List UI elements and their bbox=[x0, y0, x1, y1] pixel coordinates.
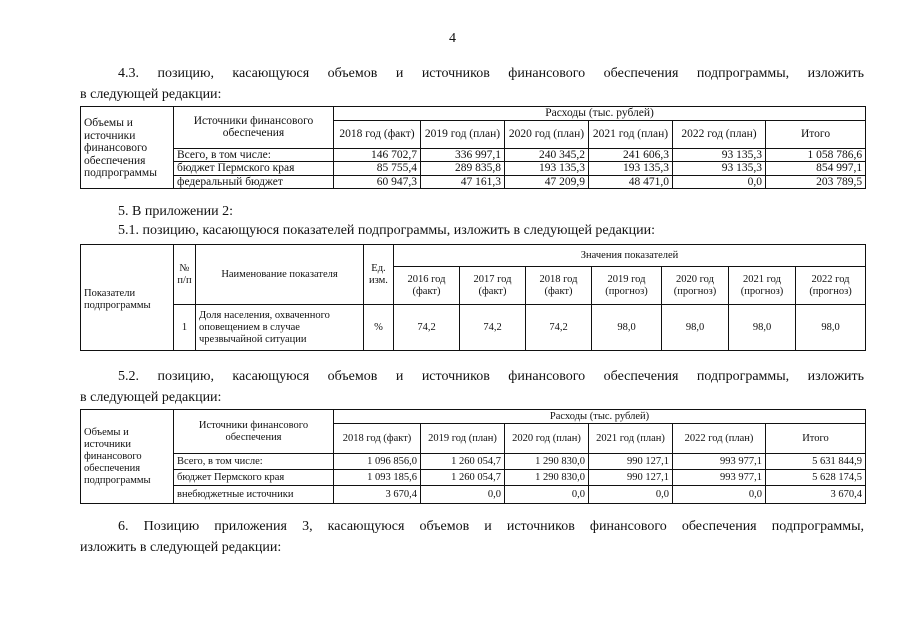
paragraph-4-3-line2: в следующей редакции: bbox=[80, 87, 222, 102]
table-cell: 241 606,3 bbox=[589, 148, 673, 162]
table-cell: 5 628 174,5 bbox=[766, 470, 866, 486]
table-cell: 1 290 830,0 bbox=[505, 470, 589, 486]
indicator-name-header: Наименование показателя bbox=[196, 245, 364, 305]
table-cell: 146 702,7 bbox=[334, 148, 421, 162]
table-cell: 1 260 054,7 bbox=[421, 470, 505, 486]
table-cell: 0,0 bbox=[589, 486, 673, 504]
year-header: 2022 год (прогноз) bbox=[796, 267, 866, 305]
table-cell: 240 345,2 bbox=[505, 148, 589, 162]
indicators-row-header: Показатели подпрограммы bbox=[81, 245, 174, 351]
financing-table-1 bbox=[80, 106, 866, 189]
sources-header: Источники финансового обеспечения bbox=[174, 107, 334, 149]
unit-header: Ед. изм. bbox=[364, 245, 394, 305]
indicator-unit: % bbox=[364, 305, 394, 351]
paragraph-4-3-line1: 4.3. позицию, касающуюся объемов и источников финансового обеспечения подпрограммы, изложить bbox=[118, 66, 864, 81]
table-row bbox=[81, 454, 866, 470]
table-cell: 1 290 830,0 bbox=[505, 454, 589, 470]
year-header: 2019 год (план) bbox=[421, 424, 505, 454]
table-cell: 3 670,4 bbox=[766, 486, 866, 504]
paragraph-6 bbox=[80, 516, 864, 558]
paragraph-5-1 bbox=[80, 220, 864, 241]
table-cell: 336 997,1 bbox=[421, 148, 505, 162]
row-label: Всего, в том числе: bbox=[174, 454, 334, 470]
year-header: 2022 год (план) bbox=[673, 120, 766, 148]
values-header: Значения показателей bbox=[394, 245, 866, 267]
paragraph-5-2 bbox=[80, 366, 864, 408]
table-cell: 0,0 bbox=[505, 486, 589, 504]
paragraph-5-1-line: 5.1. позицию, касающуюся показателей подпрограммы, изложить в следующей редакции: bbox=[118, 223, 655, 238]
table-cell: 0,0 bbox=[673, 175, 766, 189]
table-cell: 98,0 bbox=[796, 305, 866, 351]
table-cell: 0,0 bbox=[673, 486, 766, 504]
table-cell: 98,0 bbox=[592, 305, 662, 351]
year-header: 2018 год (факт) bbox=[526, 267, 592, 305]
year-header: 2018 год (факт) bbox=[334, 120, 421, 148]
table-cell: 3 670,4 bbox=[334, 486, 421, 504]
table-cell: 193 135,3 bbox=[505, 162, 589, 176]
year-header: 2021 год (план) bbox=[589, 120, 673, 148]
year-header: 2021 год (план) bbox=[589, 424, 673, 454]
table-cell: 93 135,3 bbox=[673, 148, 766, 162]
table-row bbox=[81, 470, 866, 486]
table-cell: 74,2 bbox=[394, 305, 460, 351]
table-cell: 0,0 bbox=[421, 486, 505, 504]
table-cell: 854 997,1 bbox=[766, 162, 866, 176]
table-row bbox=[81, 175, 866, 189]
paragraph-5-line: 5. В приложении 2: bbox=[118, 204, 234, 219]
table-row bbox=[81, 162, 866, 176]
table-cell: 48 471,0 bbox=[589, 175, 673, 189]
indicators-table bbox=[80, 244, 866, 351]
row-label: Всего, в том числе: bbox=[174, 148, 334, 162]
table-row bbox=[81, 486, 866, 504]
paragraph-5-2-line2: в следующей редакции: bbox=[80, 390, 222, 405]
expenses-header: Расходы (тыс. рублей) bbox=[334, 107, 866, 121]
table-cell: 990 127,1 bbox=[589, 470, 673, 486]
table-cell: 74,2 bbox=[526, 305, 592, 351]
financing-row-header: Объемы и источники финансового обеспечения подпрограммы bbox=[81, 107, 174, 189]
table-cell: 990 127,1 bbox=[589, 454, 673, 470]
row-label: бюджет Пермского края bbox=[174, 162, 334, 176]
year-header: 2018 год (факт) bbox=[334, 424, 421, 454]
table-cell: 98,0 bbox=[662, 305, 729, 351]
number-header: № п/п bbox=[174, 245, 196, 305]
table-cell: 993 977,1 bbox=[673, 454, 766, 470]
table-row bbox=[81, 305, 866, 351]
table-cell: 47 209,9 bbox=[505, 175, 589, 189]
row-label: федеральный бюджет bbox=[174, 175, 334, 189]
year-header: 2020 год (план) bbox=[505, 120, 589, 148]
table-cell: 1 260 054,7 bbox=[421, 454, 505, 470]
year-header: 2017 год (факт) bbox=[460, 267, 526, 305]
financing-row-header: Объемы и источники финансового обеспечения подпрограммы bbox=[81, 410, 174, 504]
row-number: 1 bbox=[174, 305, 196, 351]
table-cell: 98,0 bbox=[729, 305, 796, 351]
table-cell: 1 058 786,6 bbox=[766, 148, 866, 162]
paragraph-4-3 bbox=[80, 63, 864, 105]
table-cell: 85 755,4 bbox=[334, 162, 421, 176]
paragraph-5 bbox=[80, 201, 864, 222]
year-header: 2016 год (факт) bbox=[394, 267, 460, 305]
table-cell: 193 135,3 bbox=[589, 162, 673, 176]
table-cell: 74,2 bbox=[460, 305, 526, 351]
table-cell: 93 135,3 bbox=[673, 162, 766, 176]
total-header: Итого bbox=[766, 120, 866, 148]
financing-table-2 bbox=[80, 409, 866, 504]
table-cell: 1 096 856,0 bbox=[334, 454, 421, 470]
table-row bbox=[81, 148, 866, 162]
year-header: 2019 год (прогноз) bbox=[592, 267, 662, 305]
paragraph-6-line1: 6. Позицию приложения 3, касающуюся объемов и источников финансового обеспечения подпрограммы, bbox=[118, 519, 864, 534]
table-cell: 5 631 844,9 bbox=[766, 454, 866, 470]
year-header: 2020 год (прогноз) bbox=[662, 267, 729, 305]
year-header: 2020 год (план) bbox=[505, 424, 589, 454]
sources-header: Источники финансового обеспечения bbox=[174, 410, 334, 454]
year-header: 2022 год (план) bbox=[673, 424, 766, 454]
paragraph-6-line2: изложить в следующей редакции: bbox=[80, 540, 282, 555]
row-label: бюджет Пермского края bbox=[174, 470, 334, 486]
page-number: 4 bbox=[449, 31, 456, 46]
table-cell: 60 947,3 bbox=[334, 175, 421, 189]
table-cell: 47 161,3 bbox=[421, 175, 505, 189]
table-cell: 289 835,8 bbox=[421, 162, 505, 176]
table-cell: 993 977,1 bbox=[673, 470, 766, 486]
indicator-name: Доля населения, охваченного оповещением в случае чрезвычайной ситуации bbox=[196, 305, 364, 351]
table-cell: 1 093 185,6 bbox=[334, 470, 421, 486]
year-header: 2021 год (прогноз) bbox=[729, 267, 796, 305]
table-cell: 203 789,5 bbox=[766, 175, 866, 189]
expenses-header: Расходы (тыс. рублей) bbox=[334, 410, 866, 424]
year-header: 2019 год (план) bbox=[421, 120, 505, 148]
row-label: внебюджетные источники bbox=[174, 486, 334, 504]
paragraph-5-2-line1: 5.2. позицию, касающуюся объемов и источников финансового обеспечения подпрограммы, изложить bbox=[118, 369, 864, 384]
total-header: Итого bbox=[766, 424, 866, 454]
